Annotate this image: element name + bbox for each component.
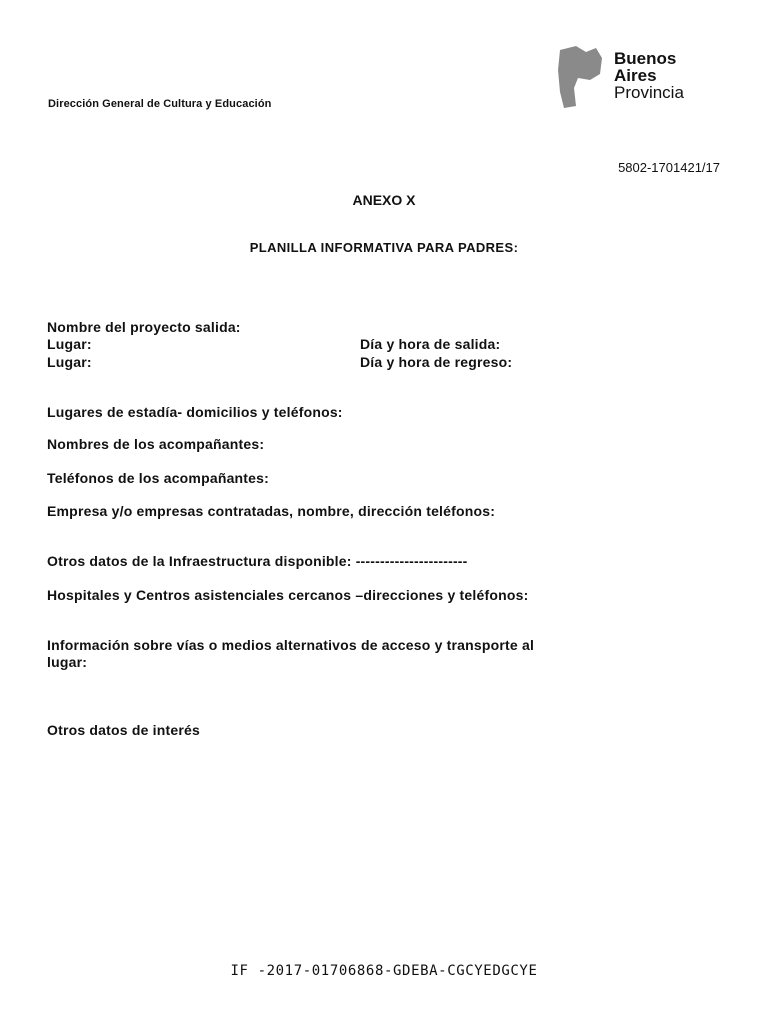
page-title: ANEXO X <box>352 192 416 208</box>
field-dia-salida: Día y hora de salida: <box>360 336 501 352</box>
page-subtitle: PLANILLA INFORMATIVA PARA PADRES: <box>249 240 519 255</box>
logo-line-1: Buenos <box>614 49 677 68</box>
field-interes: Otros datos de interés <box>47 722 200 738</box>
field-hospitales: Hospitales y Centros asistenciales cercanos –direcciones y teléfonos: <box>47 587 529 603</box>
buenos-aires-logo <box>556 44 696 110</box>
document-number: 5802-1701421/17 <box>618 160 720 175</box>
field-vias-line-1: Información sobre vías o medios alternativos de acceso y transporte al <box>47 637 535 653</box>
field-proyecto: Nombre del proyecto salida: <box>47 319 241 335</box>
organization-name: Dirección General de Cultura y Educación <box>48 98 272 110</box>
document-footer-id: IF -2017-01706868-GDEBA-CGCYEDGCYE <box>230 963 538 979</box>
province-map-icon <box>556 44 610 110</box>
field-lugar-salida: Lugar: <box>47 336 92 352</box>
field-dia-regreso: Día y hora de regreso: <box>360 354 513 370</box>
logo-line-2: Aires <box>614 66 657 85</box>
field-telefonos: Teléfonos de los acompañantes: <box>47 470 270 486</box>
field-vias-line-2: lugar: <box>47 654 88 670</box>
field-estadia: Lugares de estadía- domicilios y teléfonos: <box>47 404 343 420</box>
field-infraestructura: Otros datos de la Infraestructura disponible: ----------------------- <box>47 553 468 569</box>
logo-line-3: Provincia <box>614 83 684 102</box>
field-lugar-regreso: Lugar: <box>47 354 92 370</box>
field-empresas: Empresa y/o empresas contratadas, nombre, dirección teléfonos: <box>47 503 496 519</box>
field-acompanantes: Nombres de los acompañantes: <box>47 436 265 452</box>
